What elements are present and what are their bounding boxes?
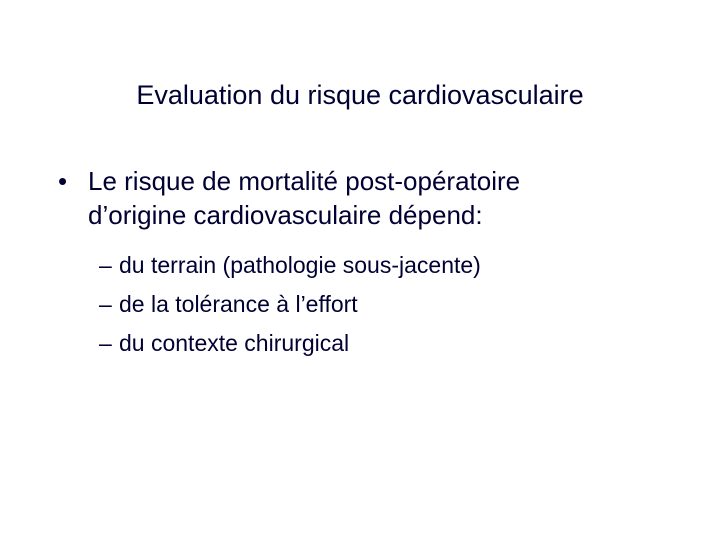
bullet-icon: • bbox=[58, 166, 68, 196]
dash-icon: – bbox=[99, 291, 112, 317]
sub-bullet-item bbox=[99, 285, 659, 324]
sub-bullet-item bbox=[99, 324, 659, 363]
dash-icon: – bbox=[99, 330, 112, 356]
sub-bullet-item bbox=[99, 246, 659, 285]
dash-icon: – bbox=[99, 252, 112, 278]
sub-bullet-list bbox=[99, 246, 659, 363]
sub-bullet-text: du terrain (pathologie sous-jacente) bbox=[119, 252, 481, 278]
slide-title: Evaluation du risque cardiovasculaire bbox=[136, 80, 584, 110]
sub-bullet-text: du contexte chirurgical bbox=[119, 330, 350, 356]
main-bullet-text bbox=[88, 164, 678, 232]
main-bullet-line-1: Le risque de mortalité post-opératoire bbox=[88, 166, 521, 196]
main-bullet-line-2: d’origine cardiovasculaire dépend: bbox=[88, 200, 483, 230]
sub-bullet-text: de la tolérance à l’effort bbox=[119, 291, 358, 317]
